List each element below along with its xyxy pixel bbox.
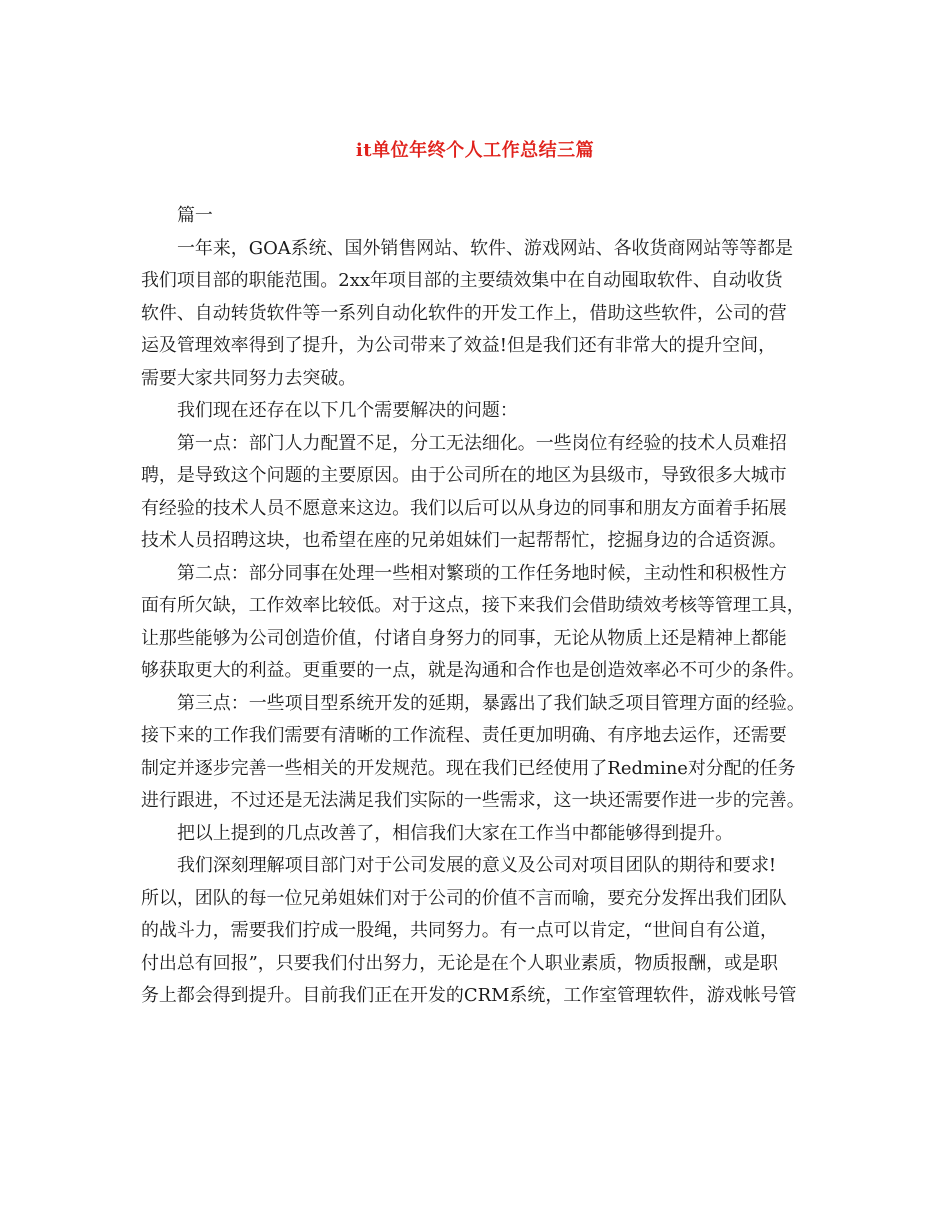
text-line: 我们深刻理解项目部门对于公司发展的意义及公司对项目团队的期待和要求! <box>177 855 777 876</box>
text-line: 技术人员招聘这块，也希望在座的兄弟姐妹们一起帮帮忙，挖掘身边的合适资源。 <box>141 530 787 551</box>
document-title: it单位年终个人工作总结三篇 <box>355 140 595 161</box>
text-line: 篇一 <box>177 205 213 226</box>
text-line: 让那些能够为公司创造价值，付诸自身努力的同事，无论从物质上还是精神上都能 <box>141 627 787 649</box>
text-line: 面有所欠缺，工作效率比较低。对于这点，接下来我们会借助绩效考核等管理工具， <box>141 595 805 616</box>
document-body <box>141 200 821 1013</box>
text-line: 运及管理效率得到了提升，为公司带来了效益!但是我们还有非常大的提升空间， <box>141 335 777 356</box>
text-line: 接下来的工作我们需要有清晰的工作流程、责任更加明确、有序地去运作，还需要 <box>141 725 787 746</box>
text-line: 聘，是导致这个问题的主要原因。由于公司所在的地区为县级市，导致很多大城市 <box>141 465 787 486</box>
text-line: 把以上提到的几点改善了，相信我们大家在工作当中都能够得到提升。 <box>177 822 734 844</box>
text-line: 我们现在还存在以下几个需要解决的问题： <box>177 400 518 421</box>
text-line: 第一点：部门人力配置不足，分工无法细化。一些岗位有经验的技术人员难招 <box>177 432 787 454</box>
text-line: 进行跟进，不过还是无法满足我们实际的一些需求，这一块还需要作进一步的完善。 <box>141 790 805 811</box>
text-line: 软件、自动转货软件等一系列自动化软件的开发工作上，借助这些软件，公司的营 <box>141 302 787 324</box>
text-line: 付出总有回报”，只要我们付出努力，无论是在个人职业素质，物质报酬，或是职 <box>141 952 778 974</box>
text-line: 的战斗力，需要我们拧成一股绳，共同努力。有一点可以肯定，“世间自有公道， <box>141 920 778 941</box>
text-line: 制定并逐步完善一些相关的开发规范。现在我们已经使用了Redmine对分配的任务 <box>141 757 796 779</box>
text-line: 够获取更大的利益。更重要的一点，就是沟通和合作也是创造效率必不可少的条件。 <box>141 660 805 681</box>
text-line: 务上都会得到提升。目前我们正在开发的CRM系统，工作室管理软件，游戏帐号管 <box>141 985 797 1006</box>
text-line: 所以，团队的每一位兄弟姐妹们对于公司的价值不言而喻，要充分发挥出我们团队 <box>141 887 787 909</box>
text-line: 有经验的技术人员不愿意来这边。我们以后可以从身边的同事和朋友方面着手拓展 <box>141 497 787 519</box>
text-line: 需要大家共同努力去突破。 <box>141 367 357 389</box>
text-line: 第二点：部分同事在处理一些相对繁琐的工作任务地时候，主动性和积极性方 <box>177 562 787 584</box>
text-line: 我们项目部的职能范围。2xx年项目部的主要绩效集中在自动囤取软件、自动收货 <box>141 270 783 291</box>
text-line: 一年来，GOA系统、国外销售网站、软件、游戏网站、各收货商网站等等都是 <box>177 237 793 259</box>
text-line: 第三点：一些项目型系统开发的延期，暴露出了我们缺乏项目管理方面的经验。 <box>177 692 805 714</box>
